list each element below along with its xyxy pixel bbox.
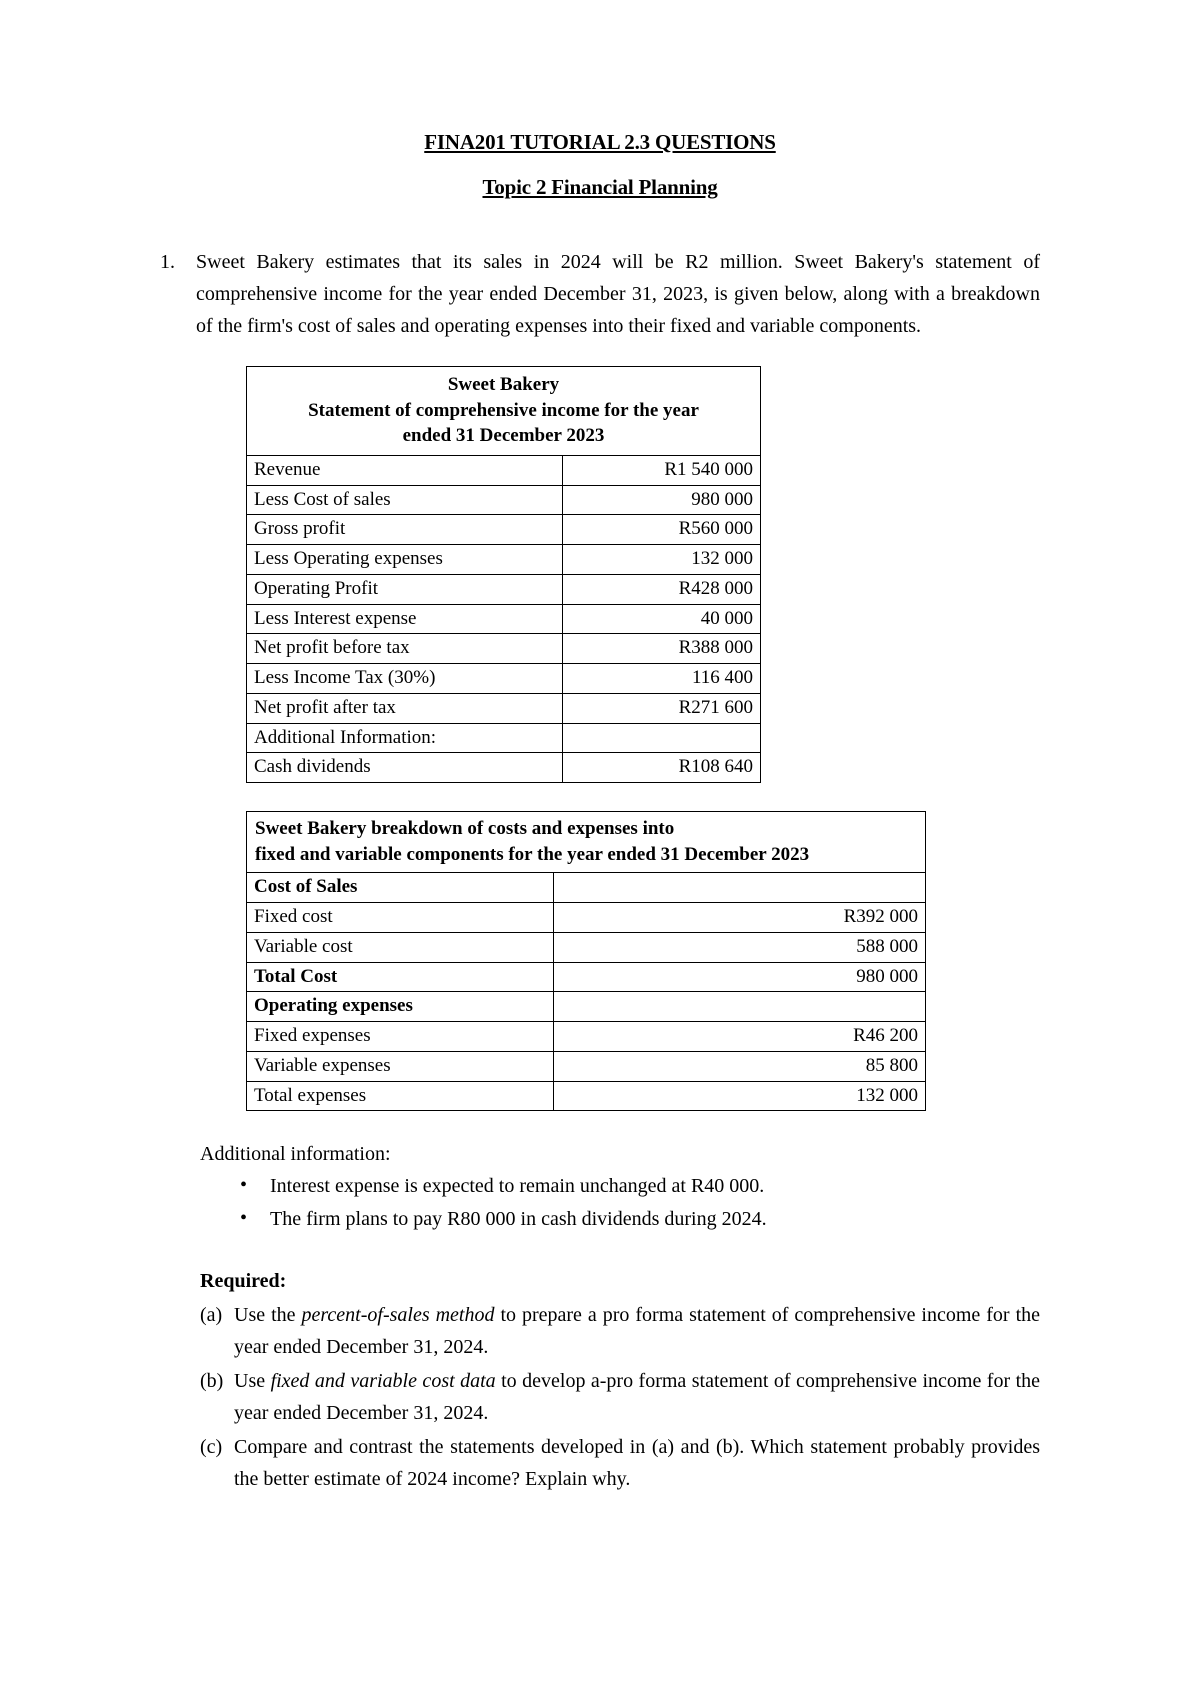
cost-breakdown-table [246, 811, 926, 1111]
income-statement-table [246, 366, 761, 783]
required-item-b [200, 1365, 1040, 1429]
required-item-label: (c) [200, 1436, 223, 1459]
income-statement-table-wrapper [246, 366, 761, 783]
required-item-pre: Compare and contrast the statements developed in (a) and (b). Which statement probably provides the better estimate of 2024 income? Explain why. [234, 1436, 1040, 1491]
income-statement-title [247, 367, 761, 456]
table-row [247, 1051, 926, 1081]
required-item-emphasis: fixed and variable cost data [270, 1370, 496, 1393]
table-header-row [247, 367, 761, 456]
list-item: • The firm plans to pay R80 000 in cash dividends during 2024. [240, 1204, 1040, 1235]
row-value: 116 400 [562, 664, 760, 694]
table-row [247, 664, 761, 694]
row-label: Less Cost of sales [247, 485, 563, 515]
row-label: Revenue [247, 455, 563, 485]
row-label: Total expenses [247, 1081, 554, 1111]
row-value: R388 000 [562, 634, 760, 664]
additional-information-lead: Additional information: [200, 1143, 391, 1166]
required-item-pre: Use [234, 1370, 271, 1393]
table-row [247, 992, 926, 1022]
row-label: Net profit after tax [247, 693, 563, 723]
row-value: 85 800 [554, 1051, 926, 1081]
required-item-a [200, 1299, 1040, 1363]
table-row [247, 455, 761, 485]
row-label: Less Operating expenses [247, 545, 563, 575]
row-label: Total Cost [247, 962, 554, 992]
page-content [160, 130, 1040, 1497]
row-label: Additional Information: [247, 723, 563, 753]
table-row [247, 873, 926, 903]
additional-information-list [200, 1171, 1040, 1235]
table-header-row [247, 812, 926, 873]
table-row [247, 753, 761, 783]
required-item-post: to develop a-pro forma statement of comprehensive income for the year ended December 31, 2024. [234, 1370, 1040, 1425]
row-value: R46 200 [554, 1022, 926, 1052]
page-title [160, 130, 1040, 155]
row-value [562, 723, 760, 753]
required-item-label: (a) [200, 1304, 223, 1327]
page-title-text: FINA201 TUTORIAL 2.3 QUESTIONS [424, 130, 776, 154]
row-label: Net profit before tax [247, 634, 563, 664]
row-label: Cost of Sales [247, 873, 554, 903]
cost-breakdown-table-wrapper [246, 811, 926, 1111]
required-item-text [234, 1365, 1040, 1429]
row-label: Fixed cost [247, 903, 554, 933]
required-item-text [234, 1431, 1040, 1495]
page-subtitle [160, 175, 1040, 200]
cost-breakdown-title-line2: fixed and variable components for the year ended 31 December 2023 [255, 843, 810, 865]
table-row [247, 903, 926, 933]
required-item-c [200, 1431, 1040, 1495]
row-label: Operating expenses [247, 992, 554, 1022]
row-value: R392 000 [554, 903, 926, 933]
table-row [247, 604, 761, 634]
row-value: R271 600 [562, 693, 760, 723]
row-value: R108 640 [562, 753, 760, 783]
table-row [247, 1022, 926, 1052]
row-value: 132 000 [554, 1081, 926, 1111]
row-label: Less Income Tax (30%) [247, 664, 563, 694]
income-statement-title-line3: ended 31 December 2023 [402, 425, 605, 447]
question-number: 1. [160, 251, 175, 273]
row-label: Operating Profit [247, 574, 563, 604]
table-row [247, 485, 761, 515]
row-value: 40 000 [562, 604, 760, 634]
row-label: Fixed expenses [247, 1022, 554, 1052]
page-subtitle-text: Topic 2 Financial Planning [482, 175, 718, 199]
required-item-emphasis: percent-of-sales method [301, 1304, 495, 1327]
table-row [247, 574, 761, 604]
table-row [247, 515, 761, 545]
table-row [247, 723, 761, 753]
required-item-pre: Use the [234, 1304, 302, 1327]
row-value: R1 540 000 [562, 455, 760, 485]
table-row [247, 962, 926, 992]
row-value: 980 000 [562, 485, 760, 515]
row-value [554, 873, 926, 903]
row-value: 980 000 [554, 962, 926, 992]
required-item-label: (b) [200, 1370, 224, 1393]
table-row [247, 932, 926, 962]
question-1 [160, 246, 1040, 342]
row-value: 588 000 [554, 932, 926, 962]
row-label: Cash dividends [247, 753, 563, 783]
required-title: Required: [200, 1270, 287, 1293]
income-statement-title-line1: Sweet Bakery [447, 374, 560, 395]
list-item: • Interest expense is expected to remain unchanged at R40 000. [240, 1171, 1040, 1202]
question-text: Sweet Bakery estimates that its sales in 2024 will be R2 million. Sweet Bakery's statement of comprehensive income for the year ended December 31, 2023, is given below, along with a breakdown of the firm's cost of sales and operating expenses into their fixed and variable components. [196, 251, 1040, 337]
cost-breakdown-title-line1: Sweet Bakery breakdown of costs and expenses into [255, 818, 675, 840]
required-block [200, 1265, 1040, 1495]
row-value: R560 000 [562, 515, 760, 545]
income-statement-title-line2: Statement of comprehensive income for the year [308, 399, 699, 421]
table-row [247, 693, 761, 723]
row-label: Less Interest expense [247, 604, 563, 634]
row-value: R428 000 [562, 574, 760, 604]
required-item-text [234, 1299, 1040, 1363]
table-row [247, 634, 761, 664]
row-value: 132 000 [562, 545, 760, 575]
additional-information-block [200, 1139, 1040, 1235]
required-item-post: to prepare a pro forma statement of comprehensive income for the year ended December 31, 2024. [234, 1304, 1040, 1359]
table-row [247, 545, 761, 575]
row-label: Variable cost [247, 932, 554, 962]
table-row [247, 1081, 926, 1111]
cost-breakdown-title [247, 812, 926, 873]
row-value [554, 992, 926, 1022]
row-label: Variable expenses [247, 1051, 554, 1081]
row-label: Gross profit [247, 515, 563, 545]
